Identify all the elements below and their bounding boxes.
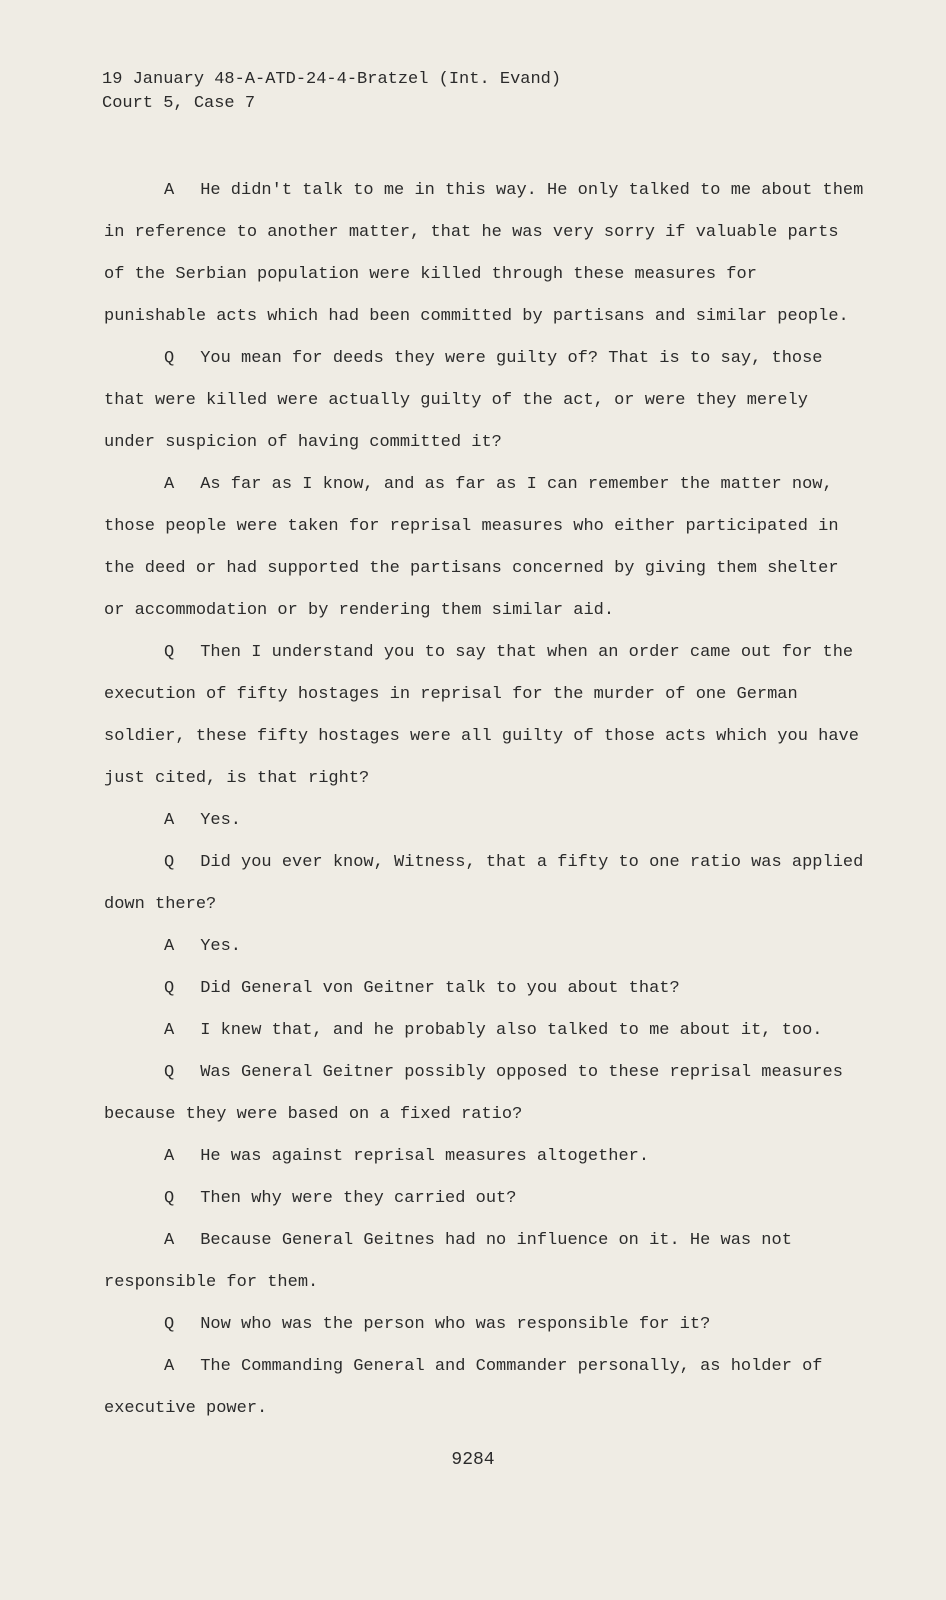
entry-text: Yes.	[200, 811, 242, 830]
transcript-entry	[104, 338, 864, 464]
transcript-entry	[104, 842, 864, 926]
transcript-entry	[104, 1010, 864, 1052]
transcript-entry	[104, 1178, 864, 1220]
entry-text: Did you ever know, Witness, that a fifty to one ratio was applied down there?	[104, 853, 864, 914]
transcript-entry	[104, 1052, 864, 1136]
document-header	[102, 68, 561, 116]
entry-text: The Commanding General and Commander personally, as holder of executive power.	[104, 1357, 823, 1418]
entry-text: He didn't talk to me in this way. He only talked to me about them in reference to another matter, that he was very sorry if valuable parts of the Serbian population were killed through these measures for punishable acts which had been committed by partisans and similar people.	[104, 181, 864, 326]
page-number: 9284	[451, 1450, 495, 1470]
transcript-entry	[104, 170, 864, 338]
entry-text: Because General Geitnes had no influence on it. He was not responsible for them.	[104, 1231, 792, 1292]
transcript-entry	[104, 800, 864, 842]
entry-text: As far as I know, and as far as I can remember the matter now, those people were taken for reprisal measures who either participated in the deed or had supported the partisans concerned by giving them shelter or accommodation or by rendering them similar aid.	[104, 475, 839, 620]
entry-text: Then I understand you to say that when an order came out for the execution of fifty hostages in reprisal for the murder of one German soldier, these fifty hostages were all guilty of those acts which you have just cited, is that right?	[104, 643, 859, 788]
entry-text: Was General Geitner possibly opposed to these reprisal measures because they were based on a fixed ratio?	[104, 1063, 843, 1124]
speaker-label: A	[164, 811, 175, 830]
speaker-label: Q	[164, 349, 175, 368]
entry-text: You mean for deeds they were guilty of? That is to say, those that were killed were actually guilty of the act, or were they merely under suspicion of having committed it?	[104, 349, 823, 452]
entry-text: Yes.	[200, 937, 242, 956]
speaker-label: Q	[164, 853, 175, 872]
transcript-entry	[104, 1304, 864, 1346]
speaker-label: A	[164, 937, 175, 956]
entry-text: I knew that, and he probably also talked to me about it, too.	[200, 1021, 823, 1040]
entry-text: Did General von Geitner talk to you about that?	[200, 979, 680, 998]
speaker-label: Q	[164, 1315, 175, 1334]
header-line-date-reference: 19 January 48-A-ATD-24-4-Bratzel (Int. Evand)	[102, 70, 562, 89]
speaker-label: Q	[164, 1063, 175, 1082]
speaker-label: A	[164, 1021, 175, 1040]
speaker-label: A	[164, 1231, 175, 1250]
entry-text: Then why were they carried out?	[200, 1189, 517, 1208]
speaker-label: Q	[164, 1189, 175, 1208]
header-line-court-case: Court 5, Case 7	[102, 94, 256, 113]
transcript-entry	[104, 926, 864, 968]
speaker-label: A	[164, 181, 175, 200]
entry-text: Now who was the person who was responsible for it?	[200, 1315, 711, 1334]
entry-text: He was against reprisal measures altogether.	[200, 1147, 650, 1166]
speaker-label: A	[164, 475, 175, 494]
speaker-label: Q	[164, 643, 175, 662]
transcript-entry	[104, 1346, 864, 1430]
speaker-label: A	[164, 1147, 175, 1166]
transcript-body	[104, 170, 864, 1430]
speaker-label: A	[164, 1357, 175, 1376]
transcript-entry	[104, 1220, 864, 1304]
transcript-entry	[104, 464, 864, 632]
transcript-entry	[104, 1136, 864, 1178]
transcript-entry	[104, 968, 864, 1010]
speaker-label: Q	[164, 979, 175, 998]
transcript-entry	[104, 632, 864, 800]
